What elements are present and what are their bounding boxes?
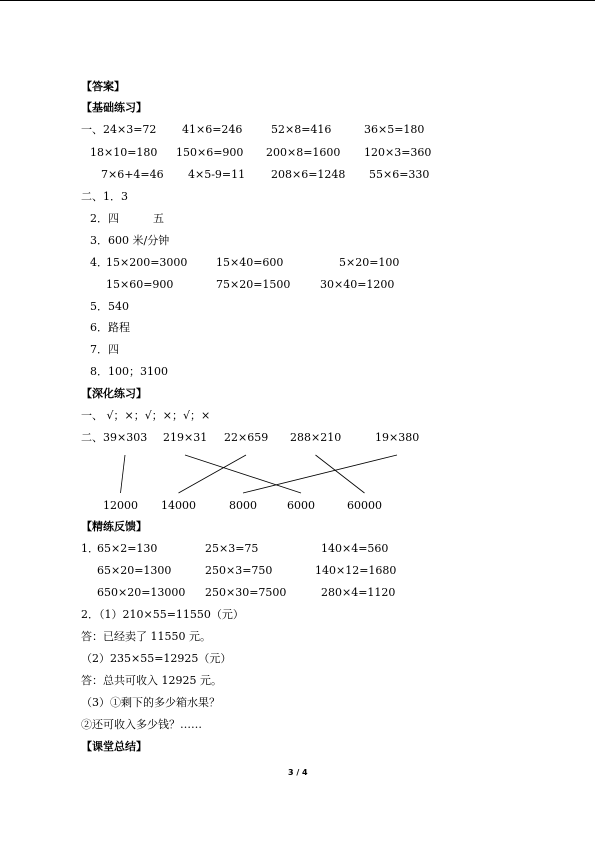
basic-q2-item-4-value: 15×200=3000 — [106, 256, 188, 269]
feedback-q1-item: 280×4=1120 — [321, 586, 396, 599]
basic-q2-item-6: 6．路程 — [90, 321, 130, 334]
matching-top-item: 22×659 — [224, 431, 269, 444]
feedback-heading: 【精练反馈】 — [81, 520, 147, 533]
feedback-q1-item: 250×3=750 — [205, 564, 273, 577]
basic-q2-item-4-value: 5×20=100 — [339, 256, 400, 269]
basic-q1-item: 55×6=330 — [369, 168, 430, 181]
feedback-q1-item: 65×2=130 — [97, 542, 158, 555]
basic-q1-item: 120×3=360 — [364, 146, 432, 159]
deep-practice-heading: 【深化练习】 — [81, 387, 147, 400]
feedback-q1-item: 650×20=13000 — [97, 586, 186, 599]
summary-heading: 【课堂总结】 — [81, 740, 147, 753]
matching-bottom-item: 60000 — [347, 499, 382, 512]
feedback-answer-2: 答：总共可收入 12925 元。 — [81, 674, 222, 687]
matching-bottom-item: 14000 — [161, 499, 196, 512]
matching-top-item: 219×31 — [163, 431, 208, 444]
basic-q1-item: 36×5=180 — [364, 123, 425, 136]
basic-q2-label: 二、 — [81, 190, 103, 203]
basic-q2-item-8: 8．100；3100 — [90, 365, 168, 378]
basic-q2-item-2: 2．四 — [90, 212, 119, 225]
deep-q1-answers: 一、 √；×；√；×；√；× — [81, 409, 211, 422]
basic-q2-item-4-value: 75×20=1500 — [216, 278, 291, 291]
matching-top-item: 288×210 — [290, 431, 342, 444]
basic-q1-item: 208×6=1248 — [271, 168, 346, 181]
feedback-q1-item: 25×3=75 — [205, 542, 259, 555]
feedback-q2-part3b: ②还可收入多少钱？…… — [81, 718, 202, 731]
basic-q1-item: 7×6+4=46 — [101, 168, 164, 181]
matching-line — [185, 455, 301, 493]
basic-q1-item: 150×6=900 — [176, 146, 244, 159]
basic-q2-item-4-value: 15×60=900 — [106, 278, 174, 291]
basic-q1-label: 一、 — [81, 123, 103, 136]
basic-q1-item: 18×10=180 — [90, 146, 158, 159]
feedback-q2-part3: （3）①剩下的多少箱水果？ — [81, 696, 220, 709]
answer-heading: 【答案】 — [81, 80, 125, 93]
basic-q2-item-3: 3．600 米/分钟 — [90, 234, 170, 247]
matching-line — [179, 455, 247, 493]
basic-q2-item-4-label: 4． — [90, 256, 108, 269]
basic-q1-item: 200×8=1600 — [266, 146, 341, 159]
page-number: 3 / 4 — [288, 768, 308, 777]
basic-q2-item-5: 5．540 — [90, 300, 129, 313]
basic-q2-item-4-value: 15×40=600 — [216, 256, 284, 269]
basic-q2-item-2b: 五 — [153, 212, 164, 225]
basic-q2-item-1: 1．3 — [103, 190, 128, 203]
feedback-q1-label: 1． — [81, 542, 99, 555]
matching-bottom-item: 6000 — [287, 499, 315, 512]
matching-top-item: 39×303 — [103, 431, 148, 444]
basic-practice-heading: 【基础练习】 — [81, 101, 147, 114]
basic-q1-item: 4×5-9=11 — [188, 168, 246, 181]
feedback-q1-item: 140×12=1680 — [315, 564, 397, 577]
feedback-q1-item: 65×20=1300 — [97, 564, 172, 577]
matching-bottom-item: 8000 — [229, 499, 257, 512]
feedback-q2-part1: 2．（1）210×55=11550（元） — [81, 608, 244, 621]
feedback-q1-item: 250×30=7500 — [205, 586, 287, 599]
matching-bottom-item: 12000 — [103, 499, 138, 512]
matching-line — [243, 455, 397, 493]
feedback-answer-1: 答：已经卖了 11550 元。 — [81, 630, 211, 643]
matching-line — [316, 455, 365, 493]
basic-q2-item-4-value: 30×40=1200 — [320, 278, 395, 291]
feedback-q2-part2: （2）235×55=12925（元） — [81, 652, 232, 665]
basic-q1-item: 24×3=72 — [103, 123, 157, 136]
matching-line — [121, 455, 126, 493]
basic-q1-item: 41×6=246 — [182, 123, 243, 136]
feedback-q1-item: 140×4=560 — [321, 542, 389, 555]
matching-top-item: 19×380 — [375, 431, 420, 444]
basic-q1-item: 52×8=416 — [271, 123, 332, 136]
deep-q2-label: 二、 — [81, 431, 103, 444]
basic-q2-item-7: 7．四 — [90, 343, 119, 356]
